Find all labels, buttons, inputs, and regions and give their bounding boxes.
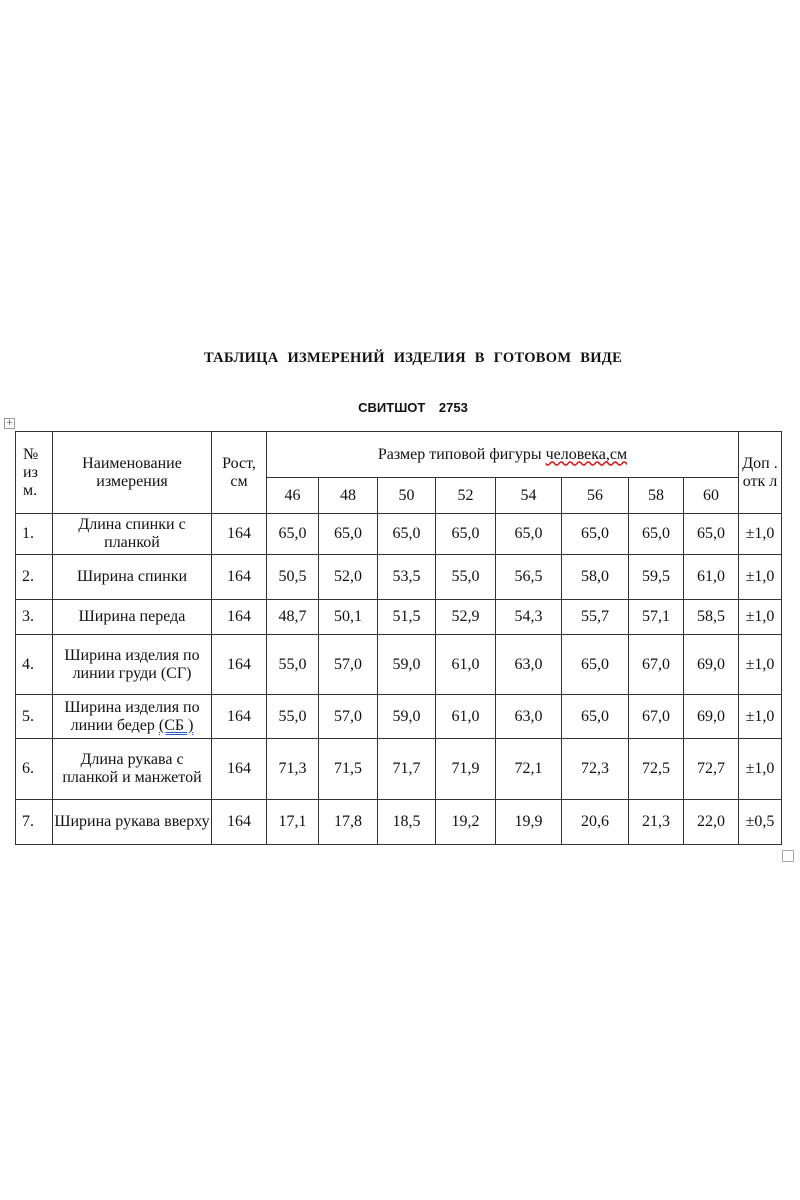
row-name: Длина рукава с планкой и манжетой	[53, 739, 212, 800]
row-no: 5.	[16, 695, 53, 739]
row-value: 55,0	[436, 555, 496, 600]
row-tolerance: ±1,0	[739, 635, 782, 695]
row-value: 65,0	[378, 514, 436, 555]
row-tolerance: ±1,0	[739, 695, 782, 739]
size-header: 60	[684, 478, 739, 514]
row-value: 56,5	[496, 555, 562, 600]
row-value: 19,2	[436, 800, 496, 845]
header-size-group	[267, 432, 739, 478]
table-row	[16, 739, 782, 800]
row-value: 57,0	[319, 695, 378, 739]
row-value: 63,0	[496, 635, 562, 695]
row-value: 55,0	[267, 695, 319, 739]
row-height: 164	[212, 600, 267, 635]
row-value: 65,0	[496, 514, 562, 555]
table-row	[16, 695, 782, 739]
row-value: 65,0	[562, 514, 629, 555]
header-no-label: № из м.	[23, 445, 39, 499]
row-height: 164	[212, 514, 267, 555]
header-tolerance-label: Доп . отк л	[742, 454, 778, 490]
row-value: 17,8	[319, 800, 378, 845]
row-name	[53, 695, 212, 739]
row-no: 6.	[16, 739, 53, 800]
table-move-handle-icon[interactable]: +	[5, 418, 14, 428]
row-value: 55,0	[267, 635, 319, 695]
size-header: 58	[629, 478, 684, 514]
row-name-text: Ширина изделия по линии бедер (СБ )	[64, 698, 200, 734]
row-tolerance: ±1,0	[739, 739, 782, 800]
size-header: 56	[562, 478, 629, 514]
size-header: 50	[378, 478, 436, 514]
row-value: 55,7	[562, 600, 629, 635]
abbreviation-underlined: (СБ )	[158, 716, 194, 734]
row-name: Ширина изделия по линии груди (СГ)	[53, 635, 212, 695]
row-value: 59,0	[378, 695, 436, 739]
row-value: 67,0	[629, 635, 684, 695]
header-row-top	[16, 432, 782, 478]
row-value: 67,0	[629, 695, 684, 739]
table-row	[16, 635, 782, 695]
table-row	[16, 600, 782, 635]
row-value: 58,0	[562, 555, 629, 600]
header-name	[53, 432, 212, 514]
table-resize-handle-icon[interactable]	[782, 850, 794, 862]
row-value: 50,1	[319, 600, 378, 635]
row-name: Ширина переда	[53, 600, 212, 635]
table-row	[16, 800, 782, 845]
row-value: 65,0	[436, 514, 496, 555]
row-value: 59,0	[378, 635, 436, 695]
row-value: 65,0	[562, 695, 629, 739]
table-row	[16, 555, 782, 600]
row-value: 61,0	[684, 555, 739, 600]
row-value: 65,0	[684, 514, 739, 555]
row-value: 59,5	[629, 555, 684, 600]
header-height	[212, 432, 267, 514]
row-value: 71,9	[436, 739, 496, 800]
row-height: 164	[212, 635, 267, 695]
row-value: 57,0	[319, 635, 378, 695]
document-subtitle: СВИТШОТ 2753	[358, 400, 468, 415]
row-no: 4.	[16, 635, 53, 695]
row-value: 65,0	[319, 514, 378, 555]
row-value: 72,7	[684, 739, 739, 800]
header-size-underlined: человека,см	[545, 445, 628, 463]
document-title: ТАБЛИЦА ИЗМЕРЕНИЙ ИЗДЕЛИЯ В ГОТОВОМ ВИДЕ	[203, 350, 623, 366]
row-name: Ширина рукава вверху	[53, 800, 212, 845]
header-height-label: Рост, см	[222, 454, 256, 490]
header-no	[16, 432, 53, 514]
row-value: 65,0	[629, 514, 684, 555]
row-height: 164	[212, 695, 267, 739]
size-header: 46	[267, 478, 319, 514]
row-tolerance: ±1,0	[739, 555, 782, 600]
row-height: 164	[212, 739, 267, 800]
row-value: 72,1	[496, 739, 562, 800]
row-value: 61,0	[436, 695, 496, 739]
row-value: 71,3	[267, 739, 319, 800]
row-value: 54,3	[496, 600, 562, 635]
row-value: 22,0	[684, 800, 739, 845]
row-value: 50,5	[267, 555, 319, 600]
row-no: 7.	[16, 800, 53, 845]
size-header: 48	[319, 478, 378, 514]
row-value: 65,0	[267, 514, 319, 555]
row-name: Длина спинки с планкой	[53, 514, 212, 555]
row-value: 51,5	[378, 600, 436, 635]
header-size-prefix: Размер типовой фигуры	[377, 445, 546, 463]
row-value: 72,5	[629, 739, 684, 800]
row-value: 20,6	[562, 800, 629, 845]
row-value: 19,9	[496, 800, 562, 845]
row-value: 53,5	[378, 555, 436, 600]
measurements-table	[15, 431, 782, 845]
row-value: 71,7	[378, 739, 436, 800]
header-tolerance	[739, 432, 782, 514]
table-row	[16, 514, 782, 555]
row-no: 1.	[16, 514, 53, 555]
row-value: 63,0	[496, 695, 562, 739]
row-value: 58,5	[684, 600, 739, 635]
row-value: 69,0	[684, 695, 739, 739]
row-value: 21,3	[629, 800, 684, 845]
row-value: 18,5	[378, 800, 436, 845]
header-name-label: Наименование измерения	[82, 454, 182, 490]
row-tolerance: ±1,0	[739, 600, 782, 635]
row-value: 17,1	[267, 800, 319, 845]
row-height: 164	[212, 555, 267, 600]
row-no: 2.	[16, 555, 53, 600]
size-header: 54	[496, 478, 562, 514]
row-value: 57,1	[629, 600, 684, 635]
row-value: 71,5	[319, 739, 378, 800]
row-height: 164	[212, 800, 267, 845]
row-no: 3.	[16, 600, 53, 635]
row-value: 65,0	[562, 635, 629, 695]
row-value: 69,0	[684, 635, 739, 695]
row-value: 72,3	[562, 739, 629, 800]
row-value: 52,0	[319, 555, 378, 600]
row-tolerance: ±1,0	[739, 514, 782, 555]
row-value: 52,9	[436, 600, 496, 635]
row-value: 61,0	[436, 635, 496, 695]
row-value: 48,7	[267, 600, 319, 635]
size-header: 52	[436, 478, 496, 514]
row-name: Ширина спинки	[53, 555, 212, 600]
row-tolerance: ±0,5	[739, 800, 782, 845]
